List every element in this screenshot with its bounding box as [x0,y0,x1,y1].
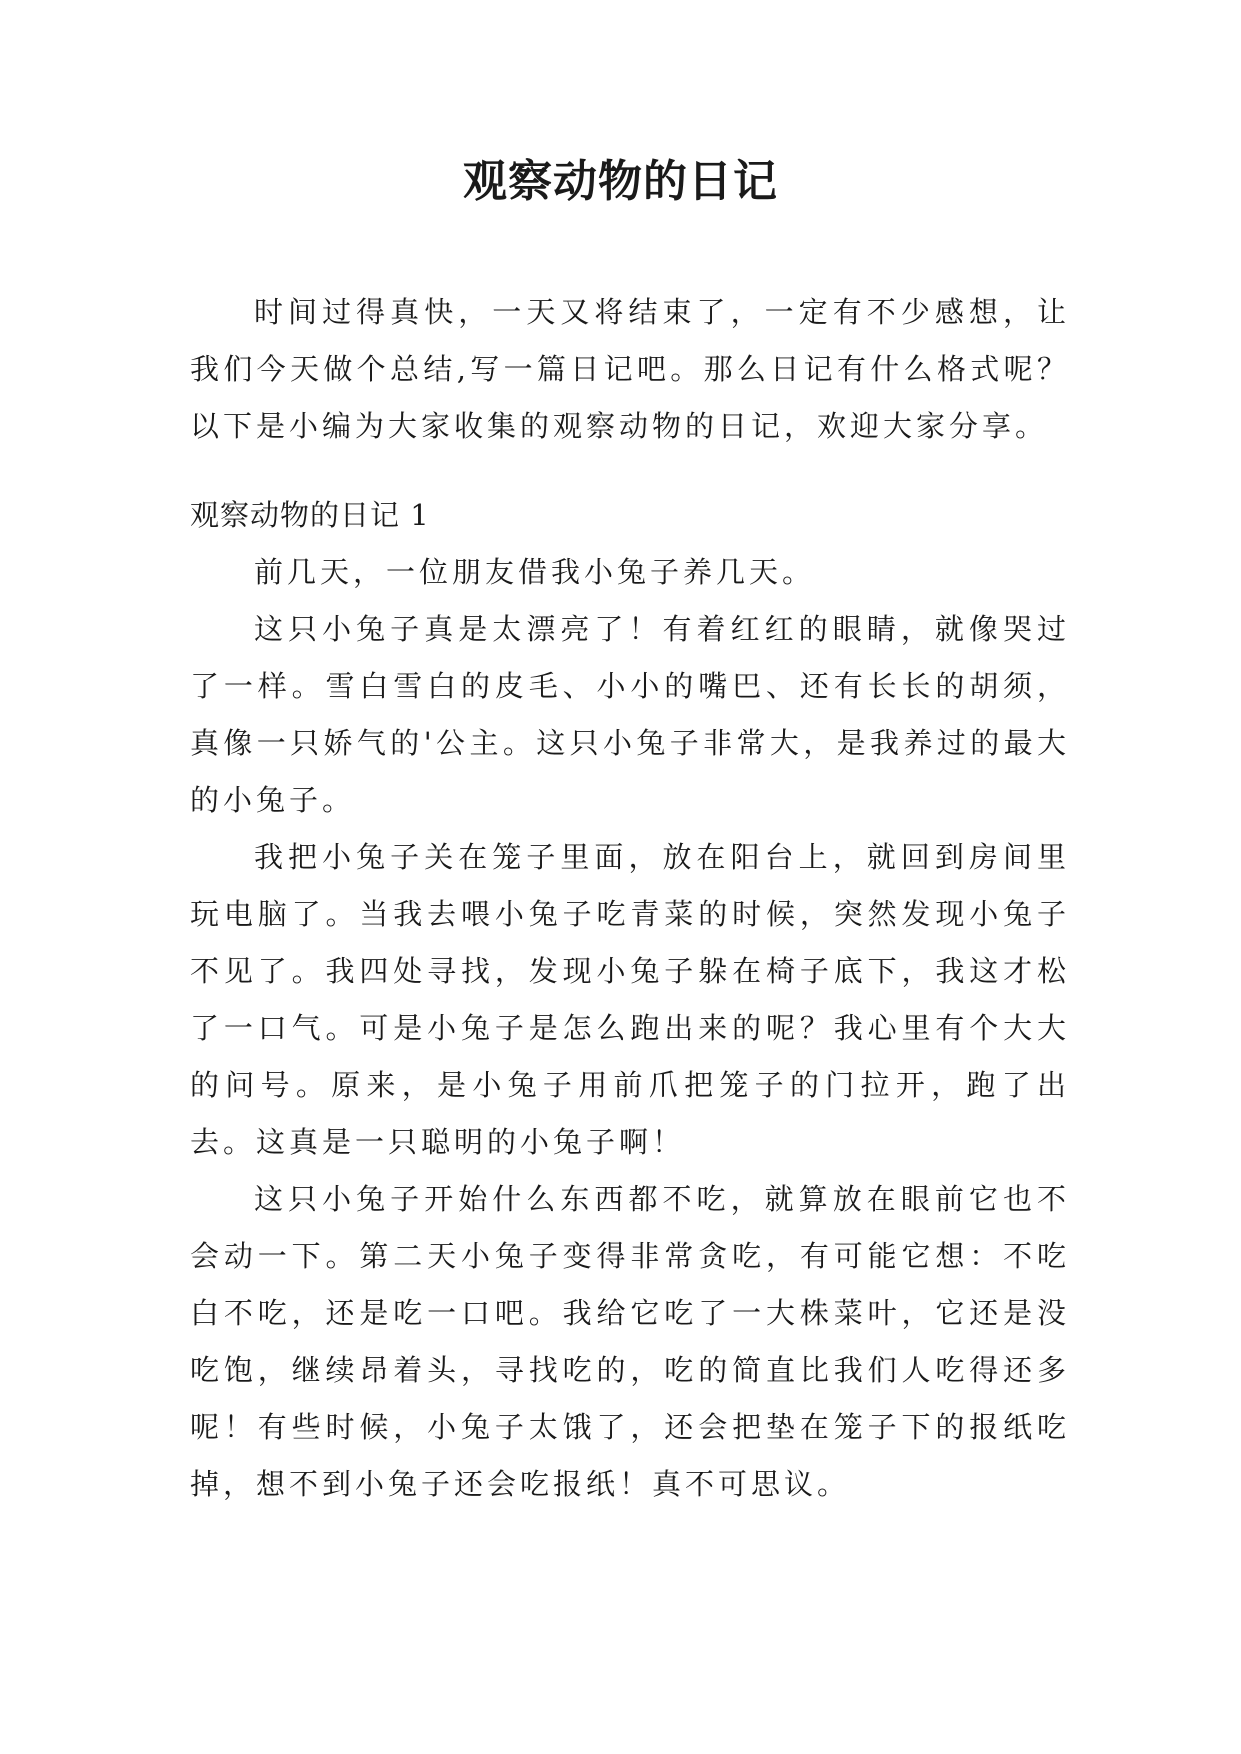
body-paragraph-4: 这只小兔子开始什么东西都不吃，就算放在眼前它也不会动一下。第二天小兔子变得非常贪吃，有可能它想：不吃白不吃，还是吃一口吧。我给它吃了一大株菜叶，它还是没吃饱，继续昂着头，寻找吃的，吃的简直比我们人吃得还多呢！有些时候，小兔子太饿了，还会把垫在笼子下的报纸吃掉，想不到小兔子还会吃报纸！真不可思议。 [190,1182,1070,1501]
body-paragraph-1: 前几天，一位朋友借我小兔子养几天。 [254,555,816,589]
page-title: 观察动物的日记 [463,156,778,207]
body-paragraph-3: 我把小兔子关在笼子里面，放在阳台上，就回到房间里玩电脑了。当我去喂小兔子吃青菜的时候，突然发现小兔子不见了。我四处寻找，发现小兔子躲在椅子底下，我这才松了一口气。可是小兔子是怎么跑出来的呢？我心里有个大大的问号。原来，是小兔子用前爪把笼子的门拉开，跑了出去。这真是一只聪明的小兔子啊！ [190,840,1070,1159]
intro-paragraph: 时间过得真快，一天又将结束了，一定有不少感想，让我们今天做个总结,写一篇日记吧。那么日记有什么格式呢？以下是小编为大家收集的观察动物的日记，欢迎大家分享。 [190,295,1070,443]
section-heading: 观察动物的日记 1 [190,498,430,532]
body-paragraph-2: 这只小兔子真是太漂亮了！有着红红的眼睛，就像哭过了一样。雪白雪白的皮毛、小小的嘴巴、还有长长的胡须，真像一只娇气的'公主。这只小兔子非常大，是我养过的最大的小兔子。 [190,612,1070,817]
document-body [190,284,1070,1513]
